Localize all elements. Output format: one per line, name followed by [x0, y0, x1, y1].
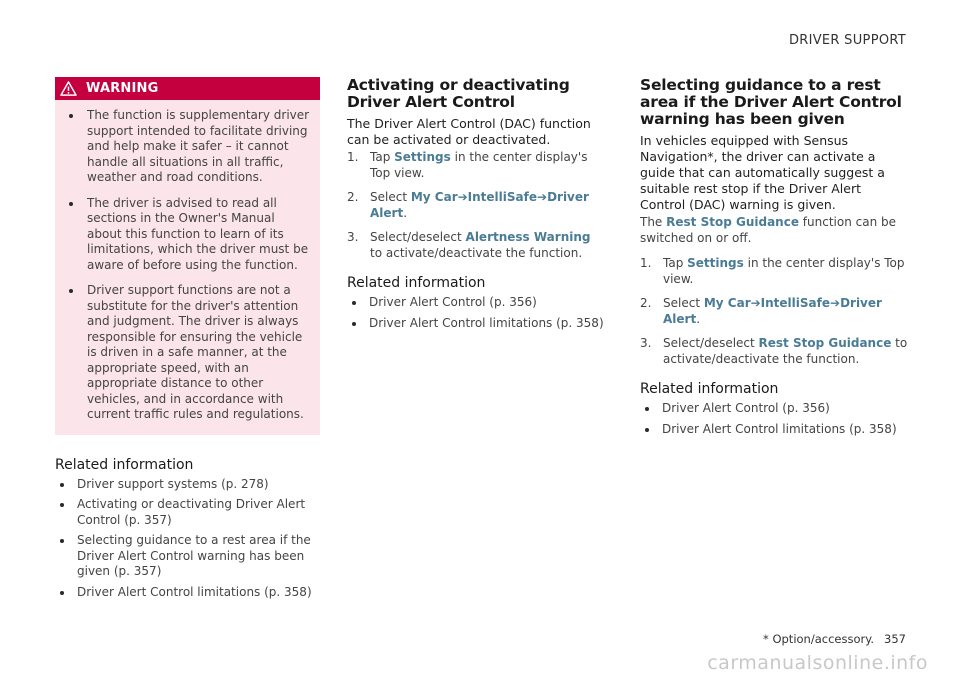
column-3 — [640, 77, 908, 442]
page-number: 357 — [884, 632, 906, 646]
related-information — [640, 381, 908, 437]
warning-triangle-icon — [60, 81, 77, 96]
setting-alertness-warning: Alertness Warning — [465, 230, 591, 244]
related-link[interactable]: Driver Alert Control (p. 356) — [347, 295, 605, 311]
related-title: Related information — [640, 381, 779, 397]
related-link[interactable]: Driver Alert Control limitations (p. 358) — [55, 585, 320, 601]
related-link[interactable]: Driver support systems (p. 278) — [55, 477, 320, 493]
related-information — [347, 275, 605, 331]
step: 3. Select/deselect Alertness Warning to activate/deactivate the function. — [347, 230, 591, 260]
right-arrow-icon: ➔ — [537, 190, 548, 204]
menu-path-my-car: My Car — [703, 296, 751, 310]
warning-item: Driver support functions are not a substitute for the driver's attention and judgment. The driver is always responsible for ensuring the vehicle is driven in a safe manner, at the appropriate speed, with an appropriate distance to other vehicles, and in accordance with current traffic rules and regulations. — [64, 283, 310, 423]
menu-path-driver-alert: Driver Alert — [663, 296, 882, 326]
step: 2. Select My Car➔IntelliSafe➔Driver Alert. — [347, 190, 589, 220]
chapter-header: DRIVER SUPPORT — [788, 33, 906, 48]
warning-item: The function is supplementary driver support intended to facilitate driving and help make it safer – it cannot handle all situations in all traffic, weather and road conditions. — [64, 108, 310, 186]
body-paragraph: The Rest Stop Guidance function can be switched on or off. — [640, 215, 896, 245]
menu-path-driver-alert: Driver Alert — [370, 190, 589, 220]
related-link[interactable]: Selecting guidance to a rest area if the Driver Alert Control warning has been given (p. 357) — [55, 533, 320, 580]
warning-list — [55, 100, 320, 423]
menu-path-settings: Settings — [687, 256, 744, 270]
related-title: Related information — [347, 275, 486, 291]
warning-item: The driver is advised to read all sections in the Owner's Manual about this function to learn of its limitations, which the driver must be aware of before using the function. — [64, 196, 310, 274]
menu-path-intellisafe: IntelliSafe — [467, 190, 537, 204]
step: 1. Tap Settings in the center display's Top view. — [347, 150, 588, 180]
menu-path-my-car: My Car — [410, 190, 458, 204]
related-list — [347, 295, 605, 331]
steps-list — [347, 150, 605, 261]
step: 1. Tap Settings in the center display's Top view. — [640, 256, 905, 286]
lead-paragraph: In vehicles equipped with Sensus Navigation*, the driver can activate a guide that can automatically suggest a suitable rest stop if the Driver Alert Control (DAC) warning is given. — [640, 133, 885, 212]
related-link[interactable]: Driver Alert Control limitations (p. 358) — [640, 422, 908, 438]
related-title: Related information — [55, 456, 194, 473]
right-arrow-icon: ➔ — [457, 190, 468, 204]
related-link[interactable]: Driver Alert Control limitations (p. 358) — [347, 316, 605, 332]
watermark: carmanualsonline.info — [707, 652, 928, 674]
right-arrow-icon: ➔ — [750, 296, 761, 310]
section-title: Activating or deactivating Driver Alert Control — [347, 76, 570, 111]
step: 3. Select/deselect Rest Stop Guidance to activate/deactivate the function. — [640, 336, 908, 366]
warning-header — [55, 77, 320, 100]
menu-path-intellisafe: IntelliSafe — [760, 296, 830, 310]
option-accessory-note: * Option/accessory. — [763, 632, 875, 646]
menu-path-settings: Settings — [394, 150, 451, 164]
function-rest-stop-guidance: Rest Stop Guidance — [666, 215, 799, 229]
related-list — [55, 477, 320, 601]
step: 2. Select My Car➔IntelliSafe➔Driver Alert. — [640, 296, 882, 326]
setting-rest-stop-guidance: Rest Stop Guidance — [758, 336, 892, 350]
warning-box — [55, 77, 320, 435]
lead-paragraph: The Driver Alert Control (DAC) function can be activated or deactivated. — [347, 116, 591, 147]
related-list — [640, 401, 908, 437]
page-footer — [763, 632, 906, 646]
section-title: Selecting guidance to a rest area if the Driver Alert Control warning has been given — [640, 76, 902, 128]
warning-title: WARNING — [86, 81, 159, 96]
column-2 — [347, 77, 605, 336]
related-link[interactable]: Driver Alert Control (p. 356) — [640, 401, 908, 417]
steps-list — [640, 256, 908, 367]
related-link[interactable]: Activating or deactivating Driver Alert Control (p. 357) — [55, 497, 320, 528]
related-information — [55, 457, 320, 601]
column-1 — [55, 77, 320, 605]
right-arrow-icon: ➔ — [830, 296, 841, 310]
